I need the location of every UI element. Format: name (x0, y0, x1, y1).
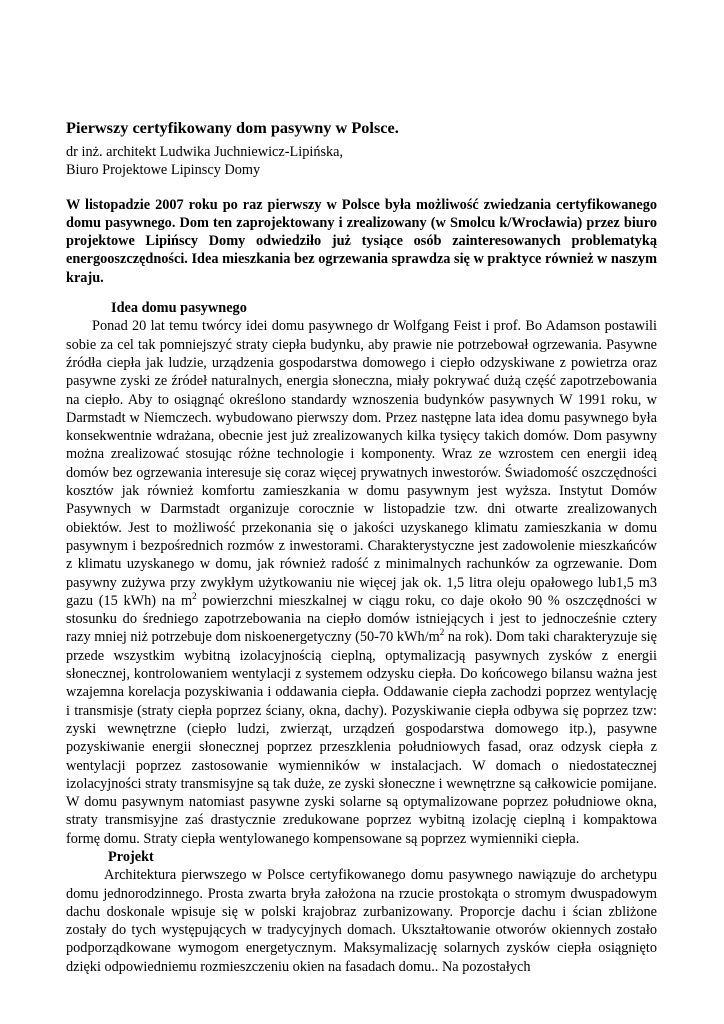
section-body-project: Architektura pierwszego w Polsce certyfikowanego domu pasywnego nawiązuje do archetypu domu jednorodzinnego. Prosta zwarta bryła założona na rzucie prostokąta o stromym dwuspadowym dachu doskonale wpisuje się w polski krajobraz zurbanizowany. Proporcje dachu i ścian zbliżone zostały do tych występujących w tradycyjnych domach. Ukształtowanie otworów okiennych zostało podporządkowane wymogom energetycznym. Maksymalizację solarnych zysków ciepła osiągnięto dzięki odpowiedniemu rozmieszczeniu okien na fasadach domu.. Na pozostałych (66, 867, 657, 975)
body-text-part-3: na rok). Dom taki charakteryzuje się przede wszystkim wybitną izolacyjnością cieplną, optymalizacją pasywnych zysków z energii słonecznej, kontrolowaniem wentylacji z systemem odzysku ciepła. Do końcowego bilansu ważna jest wzajemna korelacja pozyskiwania i oddawania ciepła. Oddawanie ciepła zachodzi poprzez wentylację i transmisje (straty ciepła poprzez ściany, okna, dachy). Pozyskiwanie ciepła odbywa się poprzez tzw: zyski wewnętrzne (ciepło ludzi, zwierząt, urządzeń gospodarstwa domowego itp.), pasywne pozyskiwanie energii słonecznej poprzez przeszklenia południowych fasad, oraz odzysk ciepła z wentylacji poprzez zastosowanie wymienników w instalacjach. W domach o niedostatecznej izolacyjności straty transmisyjne są tak duże, ze zyski słoneczne i wewnętrzne są całkowicie pomijane. W domu pasywnym natomiast pasywne zyski solarne są optymalizowane poprzez południowe okna, straty transmisyjne zaś drastycznie zredukowane poprzez wybitną izolację cieplną i kompaktowa formę domu. Straty ciepła wentylowanego kompensowane są poprzez wymienniki ciepła. (66, 629, 657, 847)
document-content (66, 118, 657, 976)
section-heading-project: Projekt (108, 848, 154, 865)
body-text-part-1: Ponad 20 lat temu twórcy idei domu pasywnego dr Wolfgang Feist i prof. Bo Adamson postawili sobie za cel tak pomniejszyć straty ciepła budynku, aby prawie nie potrzebował ogrzewania. Pasywne źródła ciepła jak ludzie, urządzenia gospodarstwa domowego i ciepło odzyskiwane z powietrza oraz pasywne zyski ze źródeł naturalnych, energia słoneczna, miały pokrywać dużą część zapotrzebowania na ciepło. Aby to osiągnąć określono standardy wznoszenia budynków pasywnych W 1991 roku, w Darmstadt w Niemczech. wybudowano pierwszy dom. Przez następne lata idea domu pasywnego była konsekwentnie wdrażana, obecnie jest już zrealizowanych kilka tysięcy takich domów. Dom pasywny można zrealizować stosując różne technologie i komponenty. Wraz ze wzrostem cen energii ideą domów bez ogrzewania interesuje się coraz więcej prywatnych inwestorów. Świadomość oszczędności kosztów jak również komfortu zamieszkania w domu pasywnym jest wyższa. Instytut Domów Pasywnych w Darmstadt organizuje corocznie w listopadzie tzw. dni otwarte zrealizowanych obiektów. Jest to możliwość przekonania się o jakości uzyskanego klimatu zamieszkania w domu pasywnym i bezpośrednich rozmów z inwestorami. Charakterystyczne jest zadowolenie mieszkańców z klimatu uzyskanego w domu, jak również radość z minimalnych rachunków za ogrzewanie. Dom pasywny zużywa przy zwykłym użytkowaniu nie więcej jak ok. 1,5 litra oleju opałowego lub1,5 m3 gazu (15 kWh) na m (66, 318, 657, 609)
section-heading-idea: Idea domu pasywnego (111, 300, 247, 317)
author-name: dr inż. architekt Ludwika Juchniewicz-Lipińska, (66, 144, 344, 160)
section-body-idea (66, 317, 657, 848)
superscript-1: 2 (192, 591, 197, 602)
author-office: Biuro Projektowe Lipinscy Domy (66, 162, 261, 179)
lead-paragraph: W listopadzie 2007 roku po raz pierwszy w Polsce była możliwość zwiedzania certyfikowanego domu pasywnego. Dom ten zaprojektowany i zrealizowany (w Smolcu k/Wrocławia) przez biuro projektowe Lipińscy Domy odwiedziło już tysiące osób zainteresowanych problematyką energooszczędności. Idea mieszkania bez ogrzewania sprawdza się w praktyce również w naszym kraju. (66, 196, 657, 286)
superscript-2: 2 (439, 627, 445, 638)
document-title: Pierwszy certyfikowany dom pasywny w Polsce. (66, 118, 399, 137)
body-text-part-2: powierzchni mieszkalnej w ciągu roku, co daje około 90 % oszczędności w stosunku do średniego zapotrzebowania na ciepło domów istniejących i jest to jednocześnie cztery razy mniej niż potrzebuje dom niskoenergetyczny (50-70 kWh/m (66, 592, 657, 646)
